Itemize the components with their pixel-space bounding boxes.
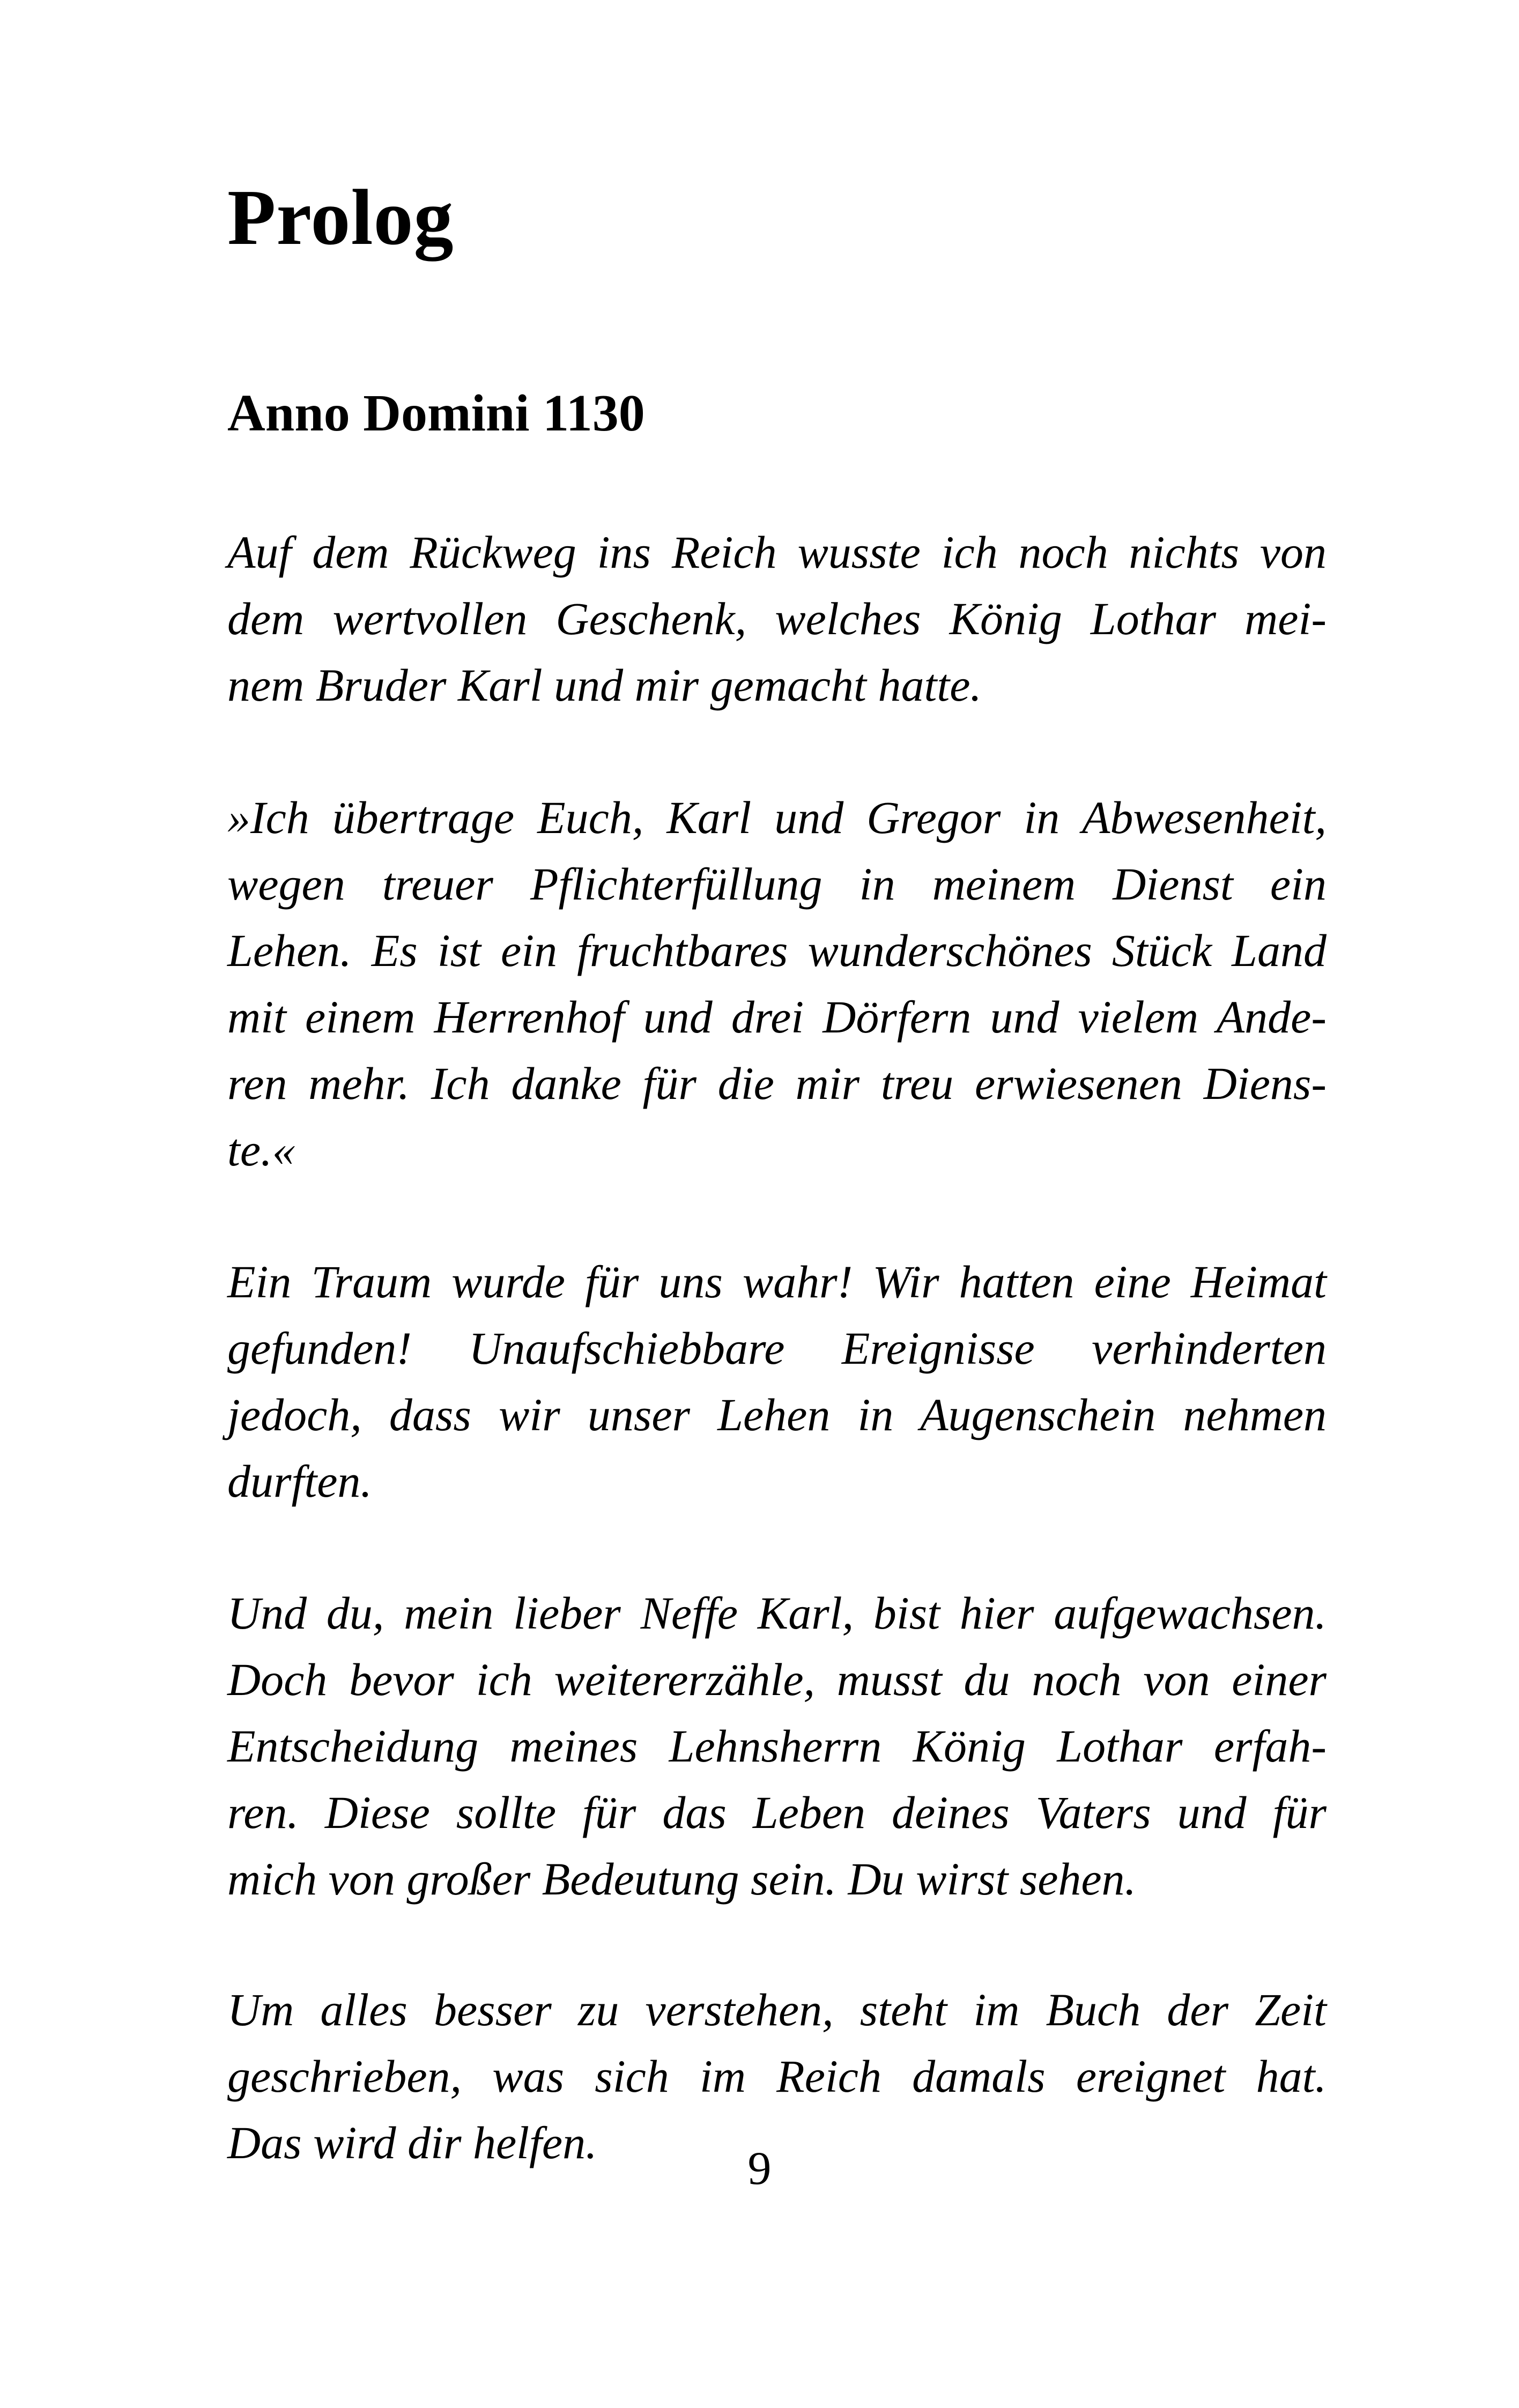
text-line: te.« xyxy=(227,1124,295,1176)
text-line: Doch bevor ich weitererzähle, musst du noch von einer xyxy=(227,1654,1327,1705)
chapter-subtitle: Anno Domini 1130 xyxy=(227,384,645,442)
text-line: Entscheidung meines Lehnsherrn König Lothar erfah- xyxy=(227,1720,1327,1772)
text-line: »Ich übertrage Euch, Karl und Gregor in Abwesenheit, xyxy=(227,792,1327,843)
text-line: mich von großer Bedeutung sein. Du wirst sehen. xyxy=(227,1853,1137,1905)
paragraph-4 xyxy=(227,1580,1327,1912)
text-line: durften. xyxy=(227,1455,372,1507)
text-line: dem wertvollen Geschenk, welches König Lothar mei- xyxy=(227,593,1327,644)
text-line: jedoch, dass wir unser Lehen in Augenschein nehmen xyxy=(227,1389,1327,1440)
text-line: Ein Traum wurde für uns wahr! Wir hatten eine Heimat xyxy=(227,1256,1327,1307)
text-line: mit einem Herrenhof und drei Dörfern und vielem Ande- xyxy=(227,991,1327,1043)
text-line: Und du, mein lieber Neffe Karl, bist hier aufgewachsen. xyxy=(227,1587,1327,1639)
paragraph-3 xyxy=(227,1248,1327,1514)
text-line: ren mehr. Ich danke für die mir treu erwiesenen Diens- xyxy=(227,1058,1327,1109)
text-line: nem Bruder Karl und mir gemacht hatte. xyxy=(227,659,982,711)
text-line: geschrieben, was sich im Reich damals ereignet hat. xyxy=(227,2050,1327,2102)
text-line: Um alles besser zu verstehen, steht im Buch der Zeit xyxy=(227,1984,1327,2035)
text-line: Lehen. Es ist ein fruchtbares wunderschönes Stück Land xyxy=(227,925,1327,976)
paragraph-2 xyxy=(227,784,1327,1183)
text-line: ren. Diese sollte für das Leben deines Vaters und für xyxy=(227,1787,1327,1838)
text-line: Das wird dir helfen. xyxy=(227,2117,597,2168)
text-line: wegen treuer Pflichterfüllung in meinem Dienst ein xyxy=(227,858,1327,910)
text-line: Auf dem Rückweg ins Reich wusste ich noch nichts von xyxy=(227,526,1327,578)
paragraph-1 xyxy=(227,519,1327,718)
chapter-title: Prolog xyxy=(227,174,454,262)
page-number: 9 xyxy=(747,2143,772,2195)
text-line: gefunden! Unaufschiebbare Ereignisse verhinderten xyxy=(227,1322,1327,1374)
